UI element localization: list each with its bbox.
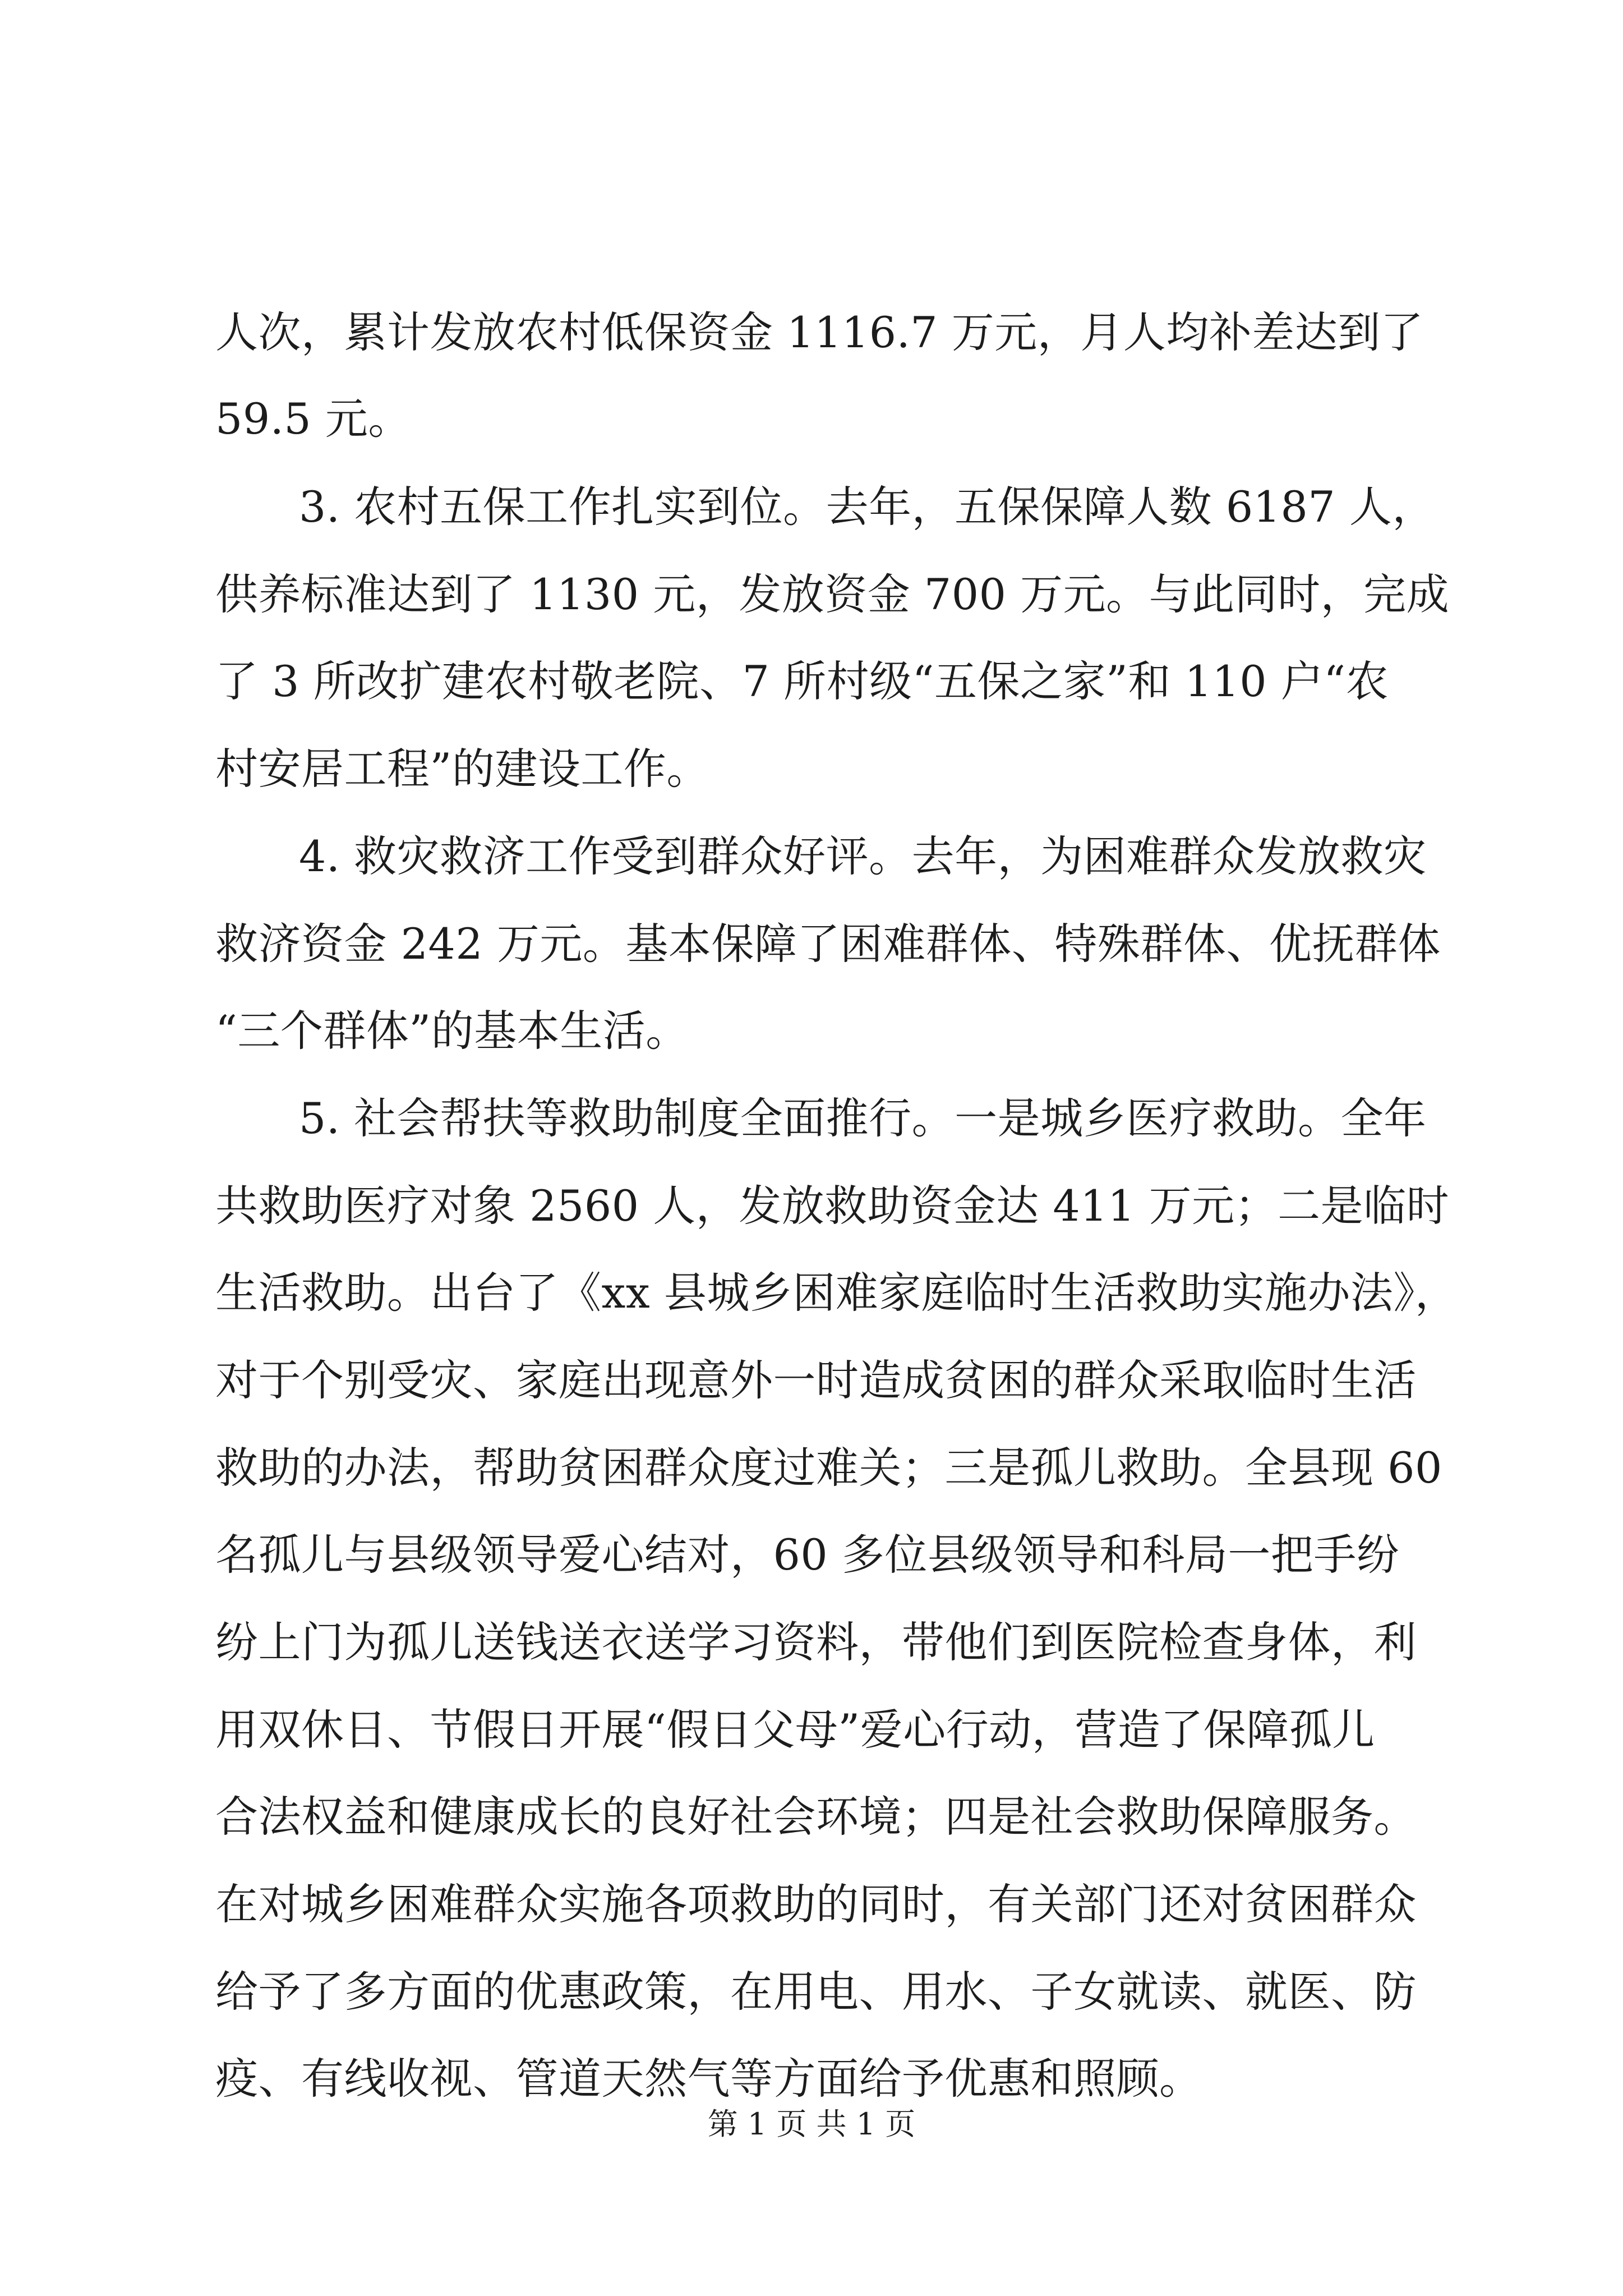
body-line: 救助的办法，帮助贫困群众度过难关；三是孤儿救助。全县现 60 xyxy=(215,1443,1442,1493)
body-line: 村安居工程”的建设工作。 xyxy=(215,744,709,794)
body-line: 用双休日、节假日开展“假日父母”爱心行动，营造了保障孤儿 xyxy=(215,1705,1375,1755)
body-line: 人次，累计发放农村低保资金 1116.7 万元，月人均补差达到了 xyxy=(215,307,1424,357)
body-line: 纷上门为孤儿送钱送衣送学习资料，带他们到医院检查身体，利 xyxy=(215,1617,1417,1667)
page-footer: 第 1 页 共 1 页 xyxy=(707,2106,916,2142)
body-line: 对于个别受灾、家庭出现意外一时造成贫困的群众采取临时生活 xyxy=(215,1355,1417,1405)
paragraph-5-line: 5. 社会帮扶等救助制度全面推行。一是城乡医疗救助。全年 xyxy=(299,1093,1427,1143)
body-line: 合法权益和健康成长的良好社会环境；四是社会救助保障服务。 xyxy=(215,1792,1417,1842)
paragraph-3-line: 3. 农村五保工作扎实到位。去年，五保保障人数 6187 人， xyxy=(299,482,1435,532)
body-line: 疫、有线收视、管道天然气等方面给予优惠和照顾。 xyxy=(215,2054,1202,2104)
body-line: 59.5 元。 xyxy=(215,394,411,444)
body-line: 给予了多方面的优惠政策，在用电、用水、子女就读、就医、防 xyxy=(215,1967,1417,2017)
body-line: 共救助医疗对象 2560 人，发放救助资金达 411 万元；二是临时 xyxy=(215,1181,1450,1231)
body-line: 供养标准达到了 1130 元，发放资金 700 万元。与此同时，完成 xyxy=(215,569,1450,619)
body-line: 在对城乡困难群众实施各项救助的同时，有关部门还对贫困群众 xyxy=(215,1879,1417,1929)
body-line: 名孤儿与县级领导爱心结对，60 多位县级领导和科局一把手纷 xyxy=(215,1530,1400,1580)
body-line: 生活救助。出台了《xx 县城乡困难家庭临时生活救助实施办法》， xyxy=(215,1268,1458,1318)
body-line: 了 3 所改扩建农村敬老院、7 所村级“五保之家”和 110 户“农 xyxy=(215,656,1389,706)
body-line: 救济资金 242 万元。基本保障了困难群体、特殊群体、优抚群体 xyxy=(215,919,1441,969)
body-line: “三个群体”的基本生活。 xyxy=(215,1006,689,1056)
paragraph-4-line: 4. 救灾救济工作受到群众好评。去年，为困难群众发放救灾 xyxy=(299,831,1427,881)
